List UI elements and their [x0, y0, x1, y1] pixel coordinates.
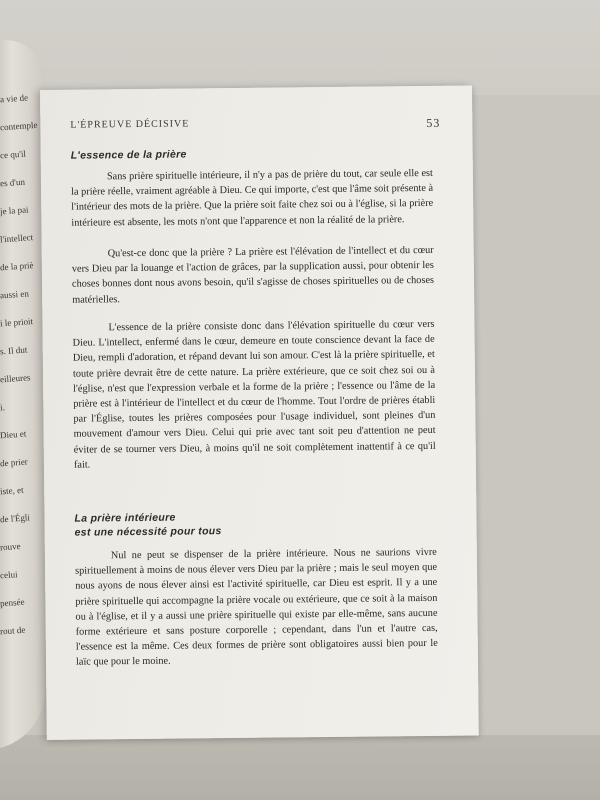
facing-page-fragment: de l'Égli — [0, 512, 31, 525]
facing-page-fragment: de prier — [0, 456, 29, 469]
background-bottom — [0, 735, 600, 800]
facing-page-fragment: i. — [0, 402, 6, 413]
facing-page-edge — [0, 40, 45, 750]
paragraph: Qu'est-ce donc que la prière ? La prière est l'élévation de l'intellect et du cœur vers Dieu par la louange et l'action de grâces, par la supplication aussi, pour obtenir les choses bonnes dont nous avons besoin, qu'il s'agisse de choses spirituelles ou de choses matérielles. — [71, 244, 435, 306]
facing-page-fragment: l'intellect — [0, 232, 34, 245]
paragraph: Nul ne peut se dispenser de la prière intérieure. Nous ne saurions vivre spirituellement à moins de nous élever vers Dieu par la prière ; mais le seul moyen que nous ayons de nous élever ainsi est l'activité spirituelle, car Dieu est esprit. Il y a une prière spirituelle qui accompagne la prière vocale ou extérieure, que ce soit à la maison ou à l'église, et il y a aussi une prière spirituelle qui existe par elle-même, sans aucune forme extérieure et sans posture corporelle ; cependant, dans l'un et l'autre cas, l'essence est la même. Ces deux formes de prière sont obligatoires aussi bien pour le laïc que pour le moine. — [74, 546, 438, 669]
running-head — [70, 115, 441, 131]
facing-page-fragment: ce qu'il — [0, 148, 27, 161]
paragraph: Sans prière spirituelle intérieure, il n'y a pas de prière du tout, car seule elle est la prière réelle, vraiment agréable à Dieu. Ce qui importe, c'est que l'âme soit présente à l'intérieur des mots de la prière. Que la prière soit faite chez soi ou à l'église, si la prière intérieure est absente, les mots n'ont que l'apparence et non la réalité de la prière. — [71, 167, 434, 229]
facing-page-fragment: rout de — [0, 624, 26, 637]
section-heading-line2: est une nécessité pour tous — [74, 525, 222, 539]
background-top — [0, 0, 600, 95]
facing-page-fragment: s. Il dut — [0, 344, 28, 357]
facing-page-fragment: a vie de — [0, 92, 29, 105]
book-page — [40, 85, 479, 739]
facing-page-fragment: iste, et — [0, 484, 24, 497]
running-head-title: L'ÉPREUVE DÉCISIVE — [70, 118, 190, 131]
page-number: 53 — [426, 115, 441, 130]
facing-page-fragment: Dieu et — [0, 428, 27, 441]
facing-page-fragment: aussi en — [0, 288, 30, 301]
facing-page-fragment: contemple — [0, 119, 38, 133]
facing-page-fragment: es d'un — [0, 176, 26, 189]
paragraph: L'essence de la prière consiste donc dans l'élévation spirituelle du cœur vers Dieu. L'intellect, enfermé dans le cœur, demeure en toute conscience devant la face de Dieu, rempli d'adoration, et répand devant lui son amour. C'est là la prière spirituelle, et toute prière devrait être de cette nature. La prière extérieure, que ce soit chez soi ou à l'église, n'est que l'expression verbale et la forme de la prière ; l'essence ou l'âme de la prière est à l'intérieur de l'intellect et du cœur de l'homme. Tout l'ordre de prières établi par l'Église, toutes les prières composées pour l'usage individuel, sont pleines d'un mouvement d'amour vers Dieu. Celui qui prie avec tant soit peu d'attention ne peut éviter de se tourner vers Dieu, à moins qu'il ne soit complètement inattentif à ce qu'il fait. — [72, 318, 436, 471]
facing-page-fragment: rouve — [0, 540, 21, 553]
facing-page-fragment: je la pai — [0, 204, 29, 217]
facing-page-fragment: eilleures — [0, 372, 31, 385]
facing-page-fragment: celui — [0, 569, 18, 581]
section-heading-essence: L'essence de la prière — [70, 148, 187, 162]
section-heading-line1: La prière intérieure — [74, 511, 176, 525]
facing-page-fragment: i le prioit — [0, 316, 34, 329]
facing-page-fragment: pensée — [0, 596, 25, 609]
facing-page-fragment: de la priè — [0, 260, 34, 273]
